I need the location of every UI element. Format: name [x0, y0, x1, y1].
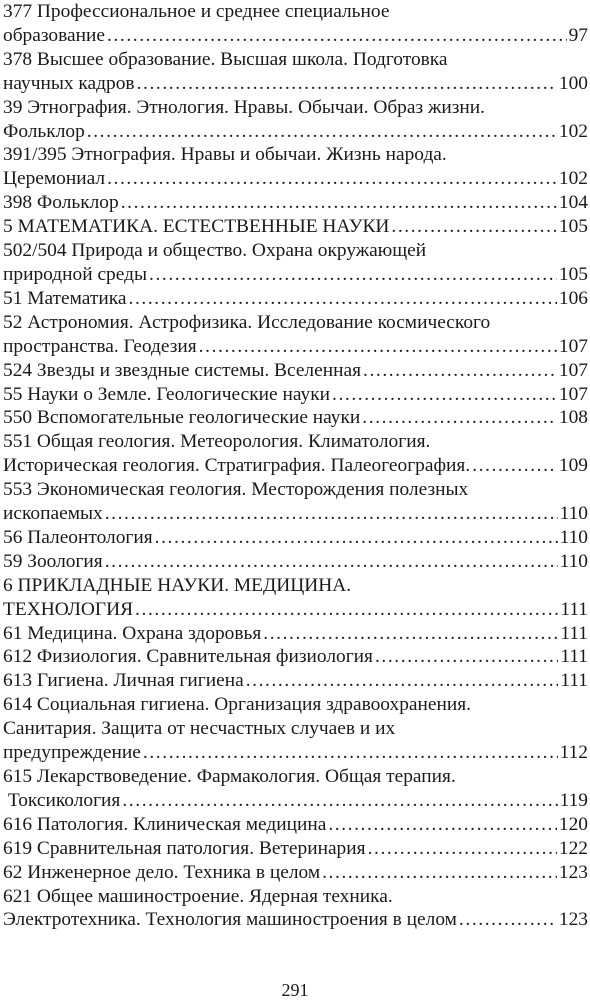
toc-entry-page: 110	[559, 526, 588, 548]
dot-leader	[263, 622, 558, 646]
dot-leader	[459, 908, 557, 932]
dot-leader	[87, 120, 557, 144]
dot-leader	[149, 263, 557, 287]
toc-entry-page: 123	[558, 909, 588, 931]
toc-entry-page: 110	[559, 550, 588, 572]
toc-entry-title: образование	[3, 24, 105, 46]
toc-entry-last-line	[3, 359, 588, 383]
toc-entry-last-line	[3, 454, 588, 478]
toc-entry-page: 105	[558, 216, 588, 238]
toc-entry-page: 119	[559, 789, 588, 811]
toc-entry-page: 100	[558, 72, 588, 94]
toc-entry-last-line	[3, 908, 588, 932]
toc-entry-title: 619 Сравнительная патология. Ветеринария	[3, 837, 366, 859]
toc-entry-page: 102	[558, 168, 588, 190]
toc-entry-line: 502/504 Природа и общество. Охрана окружающей	[3, 240, 427, 262]
toc-entry	[3, 287, 588, 311]
toc-entry-last-line	[3, 167, 588, 191]
toc-entry-last-line	[3, 837, 588, 861]
toc-entry	[3, 383, 588, 407]
toc-entry-title: 550 Вспомогательные геологические науки	[3, 407, 361, 429]
toc-entry	[3, 574, 588, 622]
dot-leader	[328, 813, 557, 837]
toc-entry-title: Историческая геология. Стратиграфия. Палеогеография.	[3, 455, 471, 477]
toc-entry-title: 613 Гигиена. Личная гигиена	[3, 670, 244, 692]
toc-entry	[3, 191, 588, 215]
toc-entry-line: 39 Этнография. Этнология. Нравы. Обычаи. Образ жизни.	[3, 96, 486, 118]
toc-entry-title: Токсикология	[3, 789, 121, 811]
toc-entry-title: предупреждение	[3, 742, 141, 764]
toc-entry-title: 612 Физиология. Сравнительная физиология	[3, 646, 373, 668]
toc-entry-title: Церемониал	[3, 168, 106, 190]
toc-entry-last-line	[3, 622, 588, 646]
toc-entry-title: научных кадров	[3, 72, 135, 94]
toc-entry	[3, 837, 588, 861]
toc-entry	[3, 239, 588, 287]
toc-entry-page: 104	[558, 192, 588, 214]
dot-leader	[143, 741, 558, 765]
toc-entry	[3, 0, 588, 48]
toc-entry-title: пространства. Геодезия	[3, 335, 197, 357]
dot-leader	[122, 789, 557, 813]
toc-entry-line: 553 Экономическая геология. Месторождения полезных	[3, 479, 469, 501]
toc-entry-last-line	[3, 861, 588, 885]
toc-entry-page: 111	[560, 646, 588, 668]
toc-entry-last-line	[3, 669, 588, 693]
toc-entry-page: 108	[558, 407, 588, 429]
dot-leader	[137, 72, 557, 96]
dot-leader	[391, 215, 557, 239]
toc-entry-title: 55 Науки о Земле. Геологические науки	[3, 383, 330, 405]
toc-entry-line: Санитария. Защита от несчастных случаев и их	[3, 718, 396, 740]
dot-leader	[199, 335, 557, 359]
toc-entry	[3, 96, 588, 144]
dot-leader	[107, 24, 567, 48]
toc-entry-page: 112	[559, 742, 588, 764]
toc-entry-title: 616 Патология. Клиническая медицина	[3, 813, 327, 835]
toc-entry-last-line	[3, 24, 588, 48]
toc-entry-title: 61 Медицина. Охрана здоровья	[3, 622, 262, 644]
toc-entry-page: 107	[558, 359, 588, 381]
toc-entry	[3, 215, 588, 239]
toc-entry	[3, 550, 588, 574]
toc-entry-line: 621 Общее машиностроение. Ядерная техника.	[3, 885, 393, 907]
toc-entry-last-line	[3, 406, 588, 430]
toc-entry-last-line	[3, 335, 588, 359]
dot-leader	[332, 383, 557, 407]
toc-entry-page: 109	[558, 455, 588, 477]
toc-entry-last-line	[3, 120, 588, 144]
toc-entry-page: 106	[558, 287, 588, 309]
toc-entry	[3, 645, 588, 669]
toc-entry-line: 391/395 Этнография. Нравы и обычаи. Жизнь народа.	[3, 144, 447, 166]
toc-entry-title: природной среды	[3, 263, 147, 285]
toc-entry	[3, 765, 588, 813]
toc-entry-last-line	[3, 502, 588, 526]
toc-entry-page: 111	[560, 598, 588, 620]
dot-leader	[246, 669, 559, 693]
toc-entry	[3, 311, 588, 359]
toc-entry	[3, 526, 588, 550]
toc-entry-last-line	[3, 645, 588, 669]
toc-entry-page: 107	[558, 383, 588, 405]
toc-entry	[3, 430, 588, 478]
dot-leader	[105, 502, 558, 526]
toc-entry-page: 107	[558, 335, 588, 357]
toc-entry	[3, 622, 588, 646]
dot-leader	[107, 167, 557, 191]
toc-entry	[3, 143, 588, 191]
dot-leader	[135, 598, 558, 622]
toc-entry-title: 5 МАТЕМАТИКА. ЕСТЕСТВЕННЫЕ НАУКИ	[3, 216, 390, 238]
toc-entry-line: 615 Лекарствоведение. Фармакология. Общая терапия.	[3, 766, 456, 787]
toc-entry-title: 51 Математика	[3, 287, 127, 309]
toc-entry-line: 614 Социальная гигиена. Организация здравоохранения.	[3, 694, 472, 716]
toc-entry	[3, 406, 588, 430]
toc-entry-page: 122	[558, 837, 588, 859]
toc-entry-line: 551 Общая геология. Метеорология. Климатология.	[3, 431, 431, 453]
toc-entry-last-line	[3, 813, 588, 837]
dot-leader	[362, 406, 557, 430]
toc-entry-title: 56 Палеонтология	[3, 526, 153, 548]
toc-entry-last-line	[3, 598, 588, 622]
table-of-contents	[3, 0, 588, 932]
dot-leader	[121, 191, 557, 215]
toc-entry-last-line	[3, 383, 588, 407]
toc-entry	[3, 885, 588, 933]
toc-entry-line: 377 Профессиональное и среднее специальное	[3, 1, 390, 22]
toc-entry-line: 52 Астрономия. Астрофизика. Исследование космического	[3, 311, 491, 333]
page-number: 291	[281, 980, 309, 1000]
toc-entry-page: 123	[558, 861, 588, 883]
toc-entry-page: 111	[560, 622, 588, 644]
toc-entry-page: 111	[560, 670, 588, 692]
toc-entry	[3, 693, 588, 765]
dot-leader	[363, 359, 557, 383]
toc-entry-last-line	[3, 741, 588, 765]
toc-entry-last-line	[3, 789, 588, 813]
toc-entry-line: 6 ПРИКЛАДНЫЕ НАУКИ. МЕДИЦИНА.	[3, 574, 352, 596]
dot-leader	[322, 861, 557, 885]
toc-entry-line: 378 Высшее образование. Высшая школа. Подготовка	[3, 48, 448, 70]
dot-leader	[155, 526, 558, 550]
dot-leader	[129, 287, 557, 311]
dot-leader	[368, 837, 557, 861]
toc-entry	[3, 478, 588, 526]
toc-entry-page: 105	[558, 263, 588, 285]
dot-leader	[472, 454, 557, 478]
toc-entry	[3, 359, 588, 383]
toc-entry-last-line	[3, 263, 588, 287]
toc-entry-title: Электротехника. Технология машиностроения в целом	[3, 909, 457, 931]
toc-entry-last-line	[3, 191, 588, 215]
dot-leader	[105, 550, 558, 574]
toc-entry	[3, 861, 588, 885]
toc-entry-last-line	[3, 215, 588, 239]
toc-entry-title: ископаемых	[3, 503, 103, 525]
toc-entry-last-line	[3, 526, 588, 550]
toc-entry-last-line	[3, 72, 588, 96]
toc-entry-page: 110	[559, 503, 588, 525]
toc-entry-title: 62 Инженерное дело. Техника в целом	[3, 861, 321, 883]
toc-entry-title: 59 Зоология	[3, 550, 103, 572]
toc-entry	[3, 669, 588, 693]
toc-entry	[3, 48, 588, 96]
toc-entry	[3, 813, 588, 837]
toc-entry-title: 524 Звезды и звездные системы. Вселенная	[3, 359, 361, 381]
toc-entry-page: 120	[558, 813, 588, 835]
toc-entry-title: Фольклор	[3, 120, 85, 142]
toc-entry-page: 97	[568, 24, 588, 46]
toc-entry-last-line	[3, 550, 588, 574]
toc-entry-last-line	[3, 287, 588, 311]
toc-entry-title: 398 Фольклор	[3, 192, 119, 214]
toc-entry-page: 102	[558, 120, 588, 142]
dot-leader	[375, 645, 558, 669]
toc-entry-title: ТЕХНОЛОГИЯ	[3, 598, 134, 620]
